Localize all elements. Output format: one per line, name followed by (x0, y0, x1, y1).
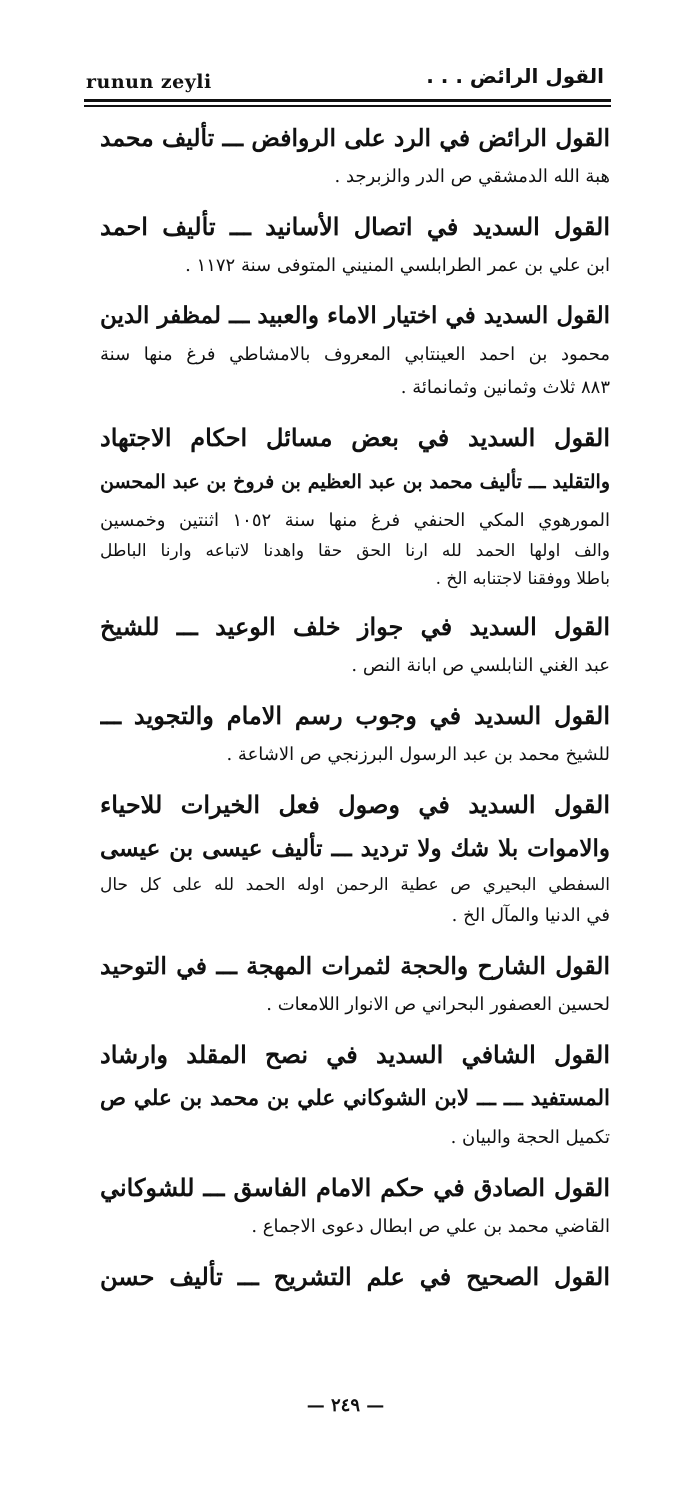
entry-title-line: القول السديد في وصول فعل الخيرات للاحياء (100, 790, 610, 819)
entry-spacer (100, 282, 610, 294)
entry-title-line: القول الشافي السديد في نصح المقلد وارشاد (100, 1040, 610, 1069)
bibliography-entry (100, 416, 610, 593)
entry-detail-line: محمود بن احمد العينتابي المعروف بالامشاطي فرغ منها سنة (100, 344, 610, 365)
entry-spacer (100, 682, 610, 694)
bibliography-entry (100, 605, 610, 682)
bibliography-entry (100, 294, 610, 404)
entry-title-line: القول السديد في اتصال الأسانيد ـــ تأليف احمد (100, 212, 610, 241)
entry-detail-line: القاضي محمد بن علي ص ابطال دعوى الاجماع . (251, 1216, 610, 1237)
bibliography-entries (100, 116, 610, 1299)
bibliography-entry (100, 1033, 610, 1154)
entry-title-line: القول الصحيح في علم التشريح ـــ تأليف حسن (100, 1262, 610, 1291)
entry-spacer (100, 1021, 610, 1033)
running-header-left: runun zeyli (86, 71, 212, 93)
entry-detail-line: تكميل الحجة والبيان . (450, 1127, 610, 1148)
entry-detail-line: للشيخ محمد بن عبد الرسول البرزنجي ص الاشاعة . (226, 744, 610, 765)
entry-title-line: القول الرائض في الرد على الروافض ـــ تأليف محمد (100, 124, 610, 152)
entry-title-line: القول السديد في بعض مسائل احكام الاجتهاد (100, 423, 610, 452)
entry-detail-line: السفطي البحيري ص عطية الرحمن اوله الحمد لله على كل حال (100, 875, 610, 895)
entry-detail-line: والف اولها الحمد لله ارنا الحق حقا واهدنا لاتباعه وارنا الباطل (100, 541, 610, 561)
bibliography-entry (100, 1255, 610, 1299)
entry-detail-line: لحسين العصفور البحراني ص الانوار اللامعات . (266, 994, 610, 1015)
running-header-right: القول الرائض . . . (426, 64, 604, 88)
entry-detail-line: باطلا ووفقنا لاجتنابه الخ . (435, 569, 610, 589)
entry-detail-line: والاموات بلا شك ولا ترديد ـــ تأليف عيسى بن عيسى (100, 835, 610, 862)
bibliography-entry (100, 783, 610, 932)
entry-spacer (100, 1154, 610, 1166)
entry-detail-line: هبة الله الدمشقي ص الدر والزبرجد . (334, 166, 610, 187)
entry-title-line: القول الصادق في حكم الامام الفاسق ـــ للشوكاني (100, 1173, 610, 1202)
entry-spacer (100, 404, 610, 416)
entry-detail-line: والتقليد ـــ تأليف محمد بن عبد العظيم بن فروخ بن عبد المحسن (100, 471, 610, 493)
entry-spacer (100, 771, 610, 783)
bibliography-entry (100, 205, 610, 282)
entry-detail-line: عبد الغني النابلسي ص ابانة النص . (351, 655, 610, 676)
page-number: — ٢٤٩ — (306, 1395, 385, 1416)
entry-title-line: القول الشارح والحجة لثمرات المهجة ـــ في التوحيد (100, 952, 610, 980)
entry-detail-line: المستفيد ـــ ـــ لابن الشوكاني علي بن محمد بن علي ص (100, 1086, 610, 1111)
entry-title-line: القول السديد في اختيار الاماء والعبيد ـــ لمظفر الدين (100, 302, 610, 329)
bibliography-entry (100, 944, 610, 1021)
bibliography-entry (100, 116, 610, 193)
entry-title-line: القول السديد في جواز خلف الوعيد ـــ للشيخ (100, 612, 610, 641)
entry-detail-line: ابن علي بن عمر الطرابلسي المنيني المتوفى سنة ١١٧٢ . (185, 255, 610, 276)
bibliography-entry (100, 694, 610, 771)
entry-spacer (100, 1243, 610, 1255)
entry-detail-line: في الدنيا والمآل الخ . (451, 905, 610, 926)
header-rule-thick (84, 99, 611, 102)
entry-spacer (100, 932, 610, 944)
entry-spacer (100, 193, 610, 205)
entry-detail-line: ٨٨٣ ثلاث وثمانين وثمانمائة . (400, 377, 610, 398)
bibliography-entry (100, 1166, 610, 1243)
entry-spacer (100, 593, 610, 605)
entry-title-line: القول السديد في وجوب رسم الامام والتجويد ـــ (100, 701, 610, 730)
header-rule-thin (84, 105, 611, 107)
entry-detail-line: المورهوي المكي الحنفي فرغ منها سنة ١٠٥٢ اثنتين وخمسين (100, 510, 610, 531)
